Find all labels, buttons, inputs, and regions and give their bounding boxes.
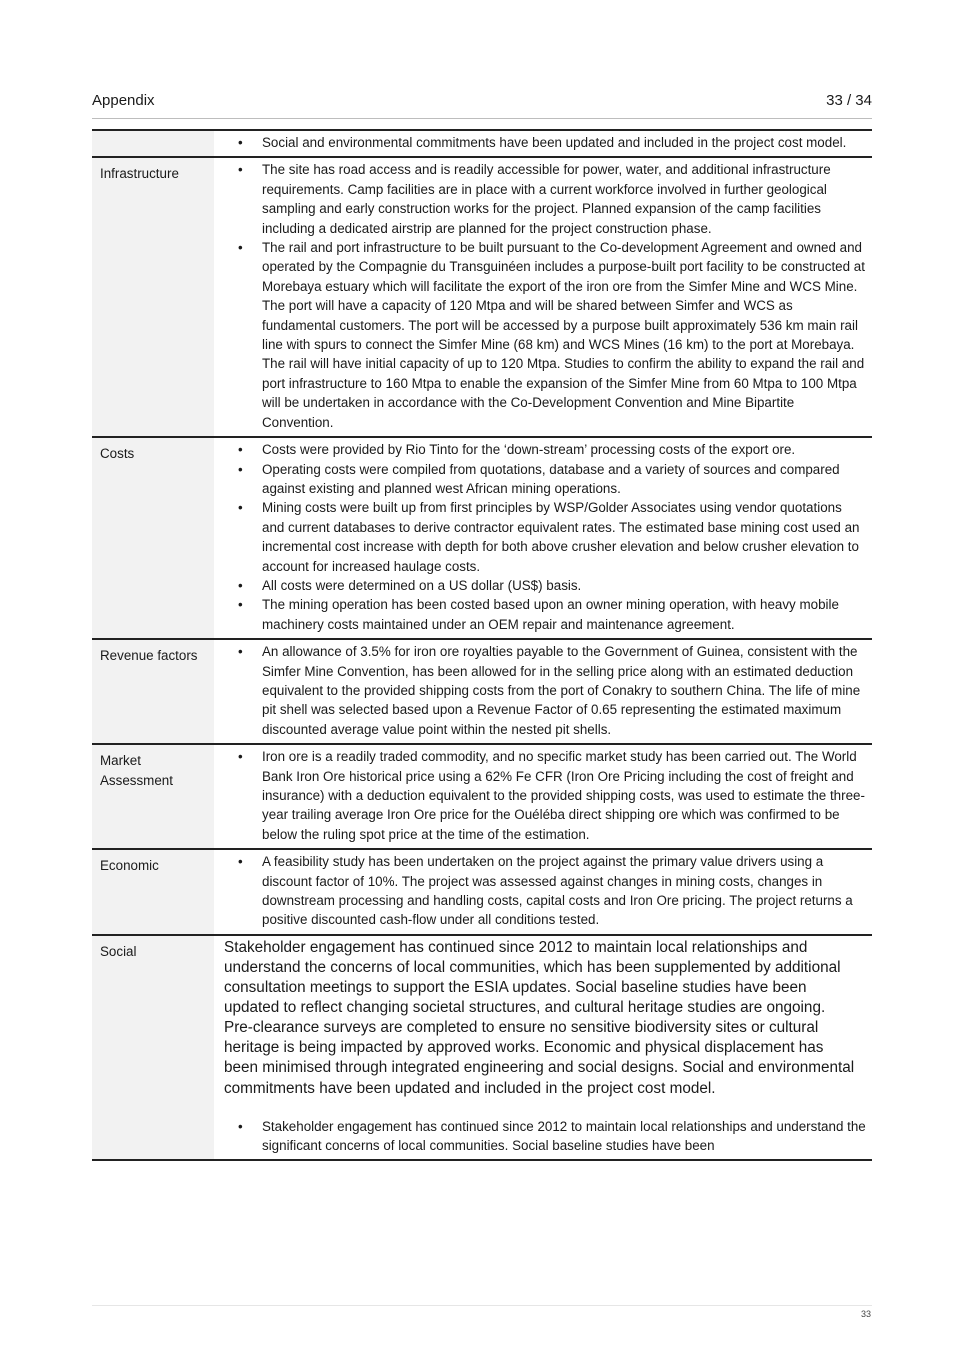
list-item-text: Costs were provided by Rio Tinto for the ‘down-stream’ processing costs of the export ore. <box>262 442 796 458</box>
list-item <box>224 852 866 930</box>
list-item-text: Mining costs were built up from first principles by WSP/Golder Associates using vendor quotations and current databases to derive contractor equivalent rates. The estimated base mining cost used an incremental cost increase with depth for both above crusher elevation and below crusher elevation to account for increased haulage costs. <box>262 500 860 574</box>
row-content <box>214 744 872 849</box>
bullet-icon: • <box>238 442 243 458</box>
row-label: Costs <box>92 437 214 639</box>
row-content <box>214 849 872 935</box>
list-item-text: Iron ore is a readily traded commodity, and no specific market study has been carried out. The World Bank Iron Ore historical price using a 62% Fe CFR (Iron Ore Pricing including the cost of freight and insurance) with a deduction equivalent to the provided shipping costs, was used to estimate the three-year trailing average Iron Ore price for the Ouéléba direct shipping ore which was confirmed to be below the ruling spot price at the time of the estimation. <box>262 749 865 842</box>
list-item <box>224 1117 866 1156</box>
list-item <box>224 642 866 739</box>
bullet-list <box>224 1117 866 1156</box>
header-title: Appendix <box>92 92 155 109</box>
bullet-icon: • <box>238 461 243 477</box>
list-item <box>224 133 866 152</box>
header-page-count: 33 / 34 <box>826 92 872 109</box>
header-divider <box>92 118 872 119</box>
bullet-icon: • <box>238 240 243 256</box>
row-label: Infrastructure <box>92 157 214 437</box>
list-item <box>224 595 866 634</box>
table-row <box>92 744 872 849</box>
bullet-icon: • <box>238 749 243 765</box>
row-label: Market Assessment <box>92 744 214 849</box>
row-paragraph: Stakeholder engagement has continued since 2012 to maintain local relationships and understand the concerns of local communities, which has been supplemented by additional consultation meetings to support the ESIA updates. Social baseline studies have been updated to reflect changing societal structures, and cultural heritage studies are ongoing. Pre-clearance surveys are completed to ensure no sensitive biodiversity sites or cultural heritage is being impacted by approved works. Economic and physical displacement has been minimised through integrated engineering and social designs. Social and environmental commitments have been updated and included in the project cost model. <box>224 938 855 1097</box>
page-header <box>92 92 872 109</box>
table-row <box>92 130 872 157</box>
table-row <box>92 935 872 1161</box>
bullet-list <box>224 440 866 634</box>
list-item <box>224 498 866 576</box>
bullet-icon: • <box>238 597 243 613</box>
list-item-text: Social and environmental commitments have been updated and included in the project cost model. <box>262 135 847 150</box>
table-row <box>92 437 872 639</box>
list-item-text: The site has road access and is readily accessible for power, water, and additional infrastructure requirements. Camp facilities are in place with a current workforce involved in further geological sampling and early construction works for the project. Planned expansion of the camp facilities including a dedicated airstrip are planned for the project construction phase. <box>262 162 831 236</box>
list-item <box>224 747 866 844</box>
list-item-text: The rail and port infrastructure to be built pursuant to the Co-development Agreement and owned and operated by the Compagnie du Transguinéen includes a purpose-built port facility to be constructed at Morebaya estuary which will facilitate the export of the iron ore from the Simfer Mine and WCS Mine. The port will have a capacity of 120 Mtpa and will be shared between Simfer and WCS as fundamental customers. The port will be accessed by a purpose built approximately 536 km main rail line with spurs to connect the Simfer Mine (68 km) and WCS Mines (16 km) to the port at Morebaya. The rail will have initial capacity of up to 120 Mtpa. Studies to confirm the ability to expand the rail and port infrastructure to 160 Mtpa to enable the expansion of the Simfer Mine from 60 Mtpa to 100 Mtpa will be undertaken in accordance with the Co-Development Convention and Mine Bipartite Convention. <box>262 240 865 430</box>
row-content <box>214 437 872 639</box>
row-label: Economic <box>92 849 214 935</box>
criteria-table <box>92 129 872 1161</box>
list-item-text: An allowance of 3.5% for iron ore royalties payable to the Government of Guinea, consistent with the Simfer Mine Convention, has been allowed for in the selling price along with an estimated deduction equivalent to the provided shipping costs from the port of Conakry to southern China. The life of mine pit shell was selected based upon a Revenue Factor of 0.65 representing the estimated maximum discounted average value point within the nested pit shells. <box>262 644 861 737</box>
list-item <box>224 460 866 499</box>
list-item <box>224 440 866 459</box>
list-item <box>224 238 866 432</box>
bullet-icon: • <box>238 135 243 150</box>
bullet-icon: • <box>238 162 243 178</box>
bullet-list <box>224 852 866 930</box>
table-row <box>92 157 872 437</box>
footer-page-number: 33 <box>860 1309 871 1319</box>
list-item-text: Stakeholder engagement has continued since 2012 to maintain local relationships and understand the significant concerns of local communities. Social baseline studies have been <box>262 1118 866 1153</box>
list-item-text: Operating costs were compiled from quotations, database and a variety of sources and compared against existing and planned west African mining operations. <box>262 461 840 496</box>
row-label: Revenue factors <box>92 639 214 744</box>
bullet-icon: • <box>238 577 243 593</box>
list-item <box>224 160 866 238</box>
list-item-text: A feasibility study has been undertaken on the project against the primary value drivers using a discount factor of 10%. The project was assessed against changes in mining costs, changes in downstream processing and handling costs, capital costs and Iron Ore pricing. The project returns a positive discounted cash-flow under all conditions tested. <box>262 854 853 928</box>
list-item-text: All costs were determined on a US dollar (US$) basis. <box>262 577 582 593</box>
bullet-icon: • <box>238 1118 243 1134</box>
row-content <box>214 639 872 744</box>
bullet-icon: • <box>238 644 243 660</box>
row-label <box>92 130 214 157</box>
bullet-list <box>224 160 866 432</box>
table-row <box>92 849 872 935</box>
bullet-list <box>224 642 866 739</box>
bullet-icon: • <box>238 500 243 516</box>
row-content <box>214 157 872 437</box>
row-content <box>214 130 872 157</box>
row-label: Social <box>92 935 214 1161</box>
footer-divider <box>92 1305 872 1306</box>
bullet-icon: • <box>238 854 243 870</box>
bullet-list <box>224 747 866 844</box>
table-row <box>92 639 872 744</box>
row-content <box>214 935 872 1161</box>
bullet-list <box>224 133 866 152</box>
list-item-text: The mining operation has been costed based upon an owner mining operation, with heavy mobile machinery costs maintained under an OEM repair and maintenance agreement. <box>262 597 839 632</box>
list-item <box>224 576 866 595</box>
